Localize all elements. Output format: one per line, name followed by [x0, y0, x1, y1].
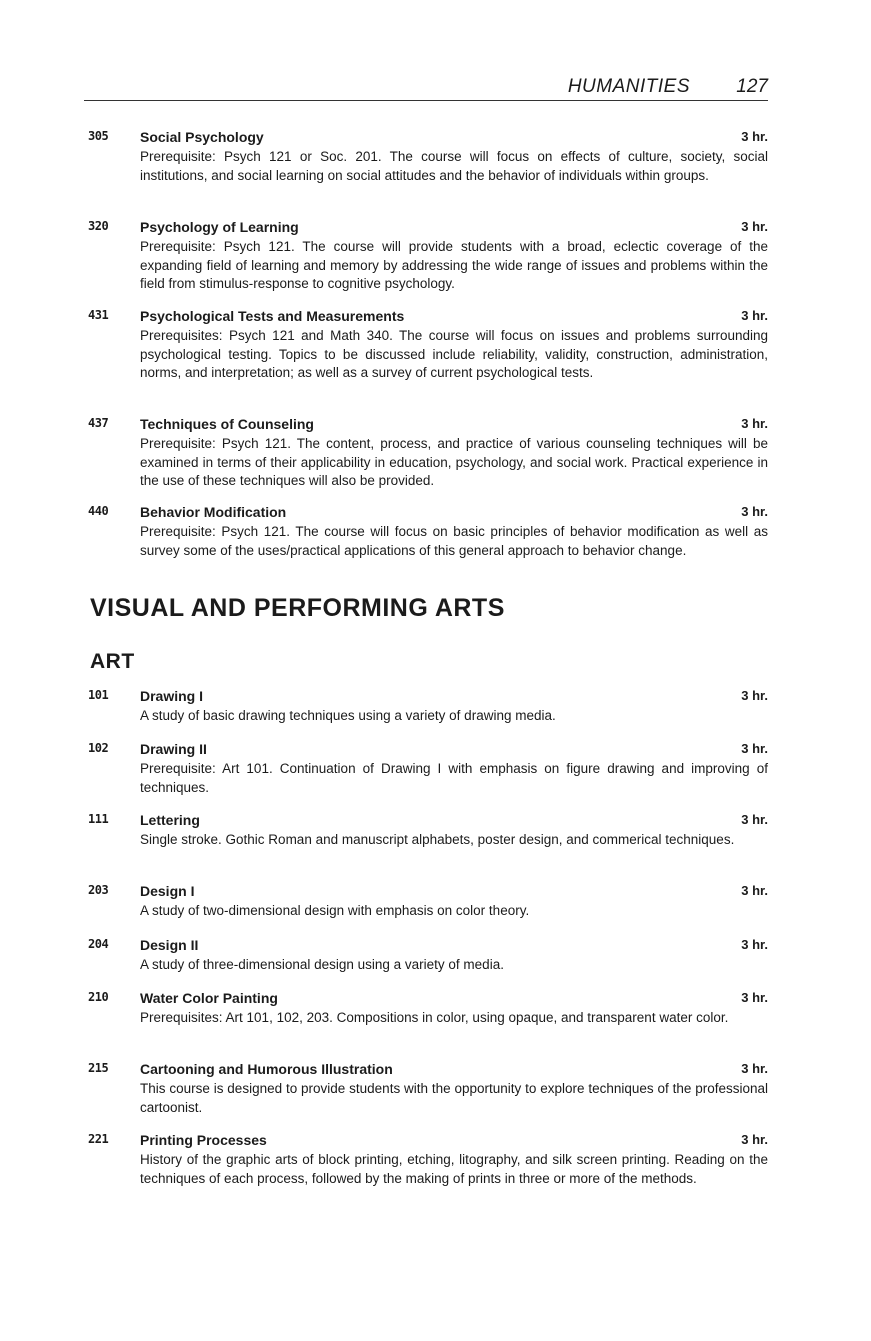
course-number: 431 — [88, 308, 109, 322]
subsection-heading: ART — [90, 650, 135, 673]
course-number: 215 — [88, 1061, 109, 1075]
course-title: Lettering — [140, 812, 200, 828]
course-description: A study of two-dimensional design with emphasis on color theory. — [140, 903, 530, 918]
course-title: Techniques of Counseling — [140, 416, 314, 432]
course-hours: 3 hr. — [741, 688, 768, 703]
course-number: 102 — [88, 741, 109, 755]
course-title: Drawing II — [140, 741, 207, 757]
course-number: 320 — [88, 219, 109, 233]
course-description: Prerequisites: Psych 121 and Math 340. The course will focus on issues and problems surrounding psychological testing. Topics to be discussed include reliability, validity, construction, administration, norms, and interpretation; as well as a survey of current psychological tests. — [140, 328, 768, 380]
course-description: Prerequisites: Art 101, 102, 203. Compositions in color, using opaque, and transparent water color. — [140, 1010, 729, 1025]
course-number: 203 — [88, 883, 109, 897]
course-description: History of the graphic arts of block printing, etching, litography, and silk screen printing. Reading on the techniques of each process, followed by the making of prints in three or more of the methods. — [140, 1152, 768, 1186]
course-description: A study of basic drawing techniques using a variety of drawing media. — [140, 708, 556, 723]
course-hours: 3 hr. — [741, 416, 768, 431]
course-title: Social Psychology — [140, 129, 264, 145]
course-title: Printing Processes — [140, 1132, 267, 1148]
course-description: Prerequisite: Psych 121. The course will provide students with a broad, eclectic coverage of the expanding field of learning and memory by addressing the wide range of issues and problems within the field from stimulus-response to cognitive psychology. — [140, 239, 768, 291]
course-hours: 3 hr. — [741, 937, 768, 952]
course-description: A study of three-dimensional design using a variety of media. — [140, 957, 504, 972]
course-hours: 3 hr. — [741, 308, 768, 323]
course-title: Water Color Painting — [140, 990, 278, 1006]
course-hours: 3 hr. — [741, 741, 768, 756]
course-description: Prerequisite: Psych 121. The content, process, and practice of various counseling techniques will be examined in terms of their applicability in education, psychology, and social work. Practical experience in the use of these techniques will also be provided. — [140, 436, 768, 488]
course-hours: 3 hr. — [741, 219, 768, 234]
course-number: 204 — [88, 937, 109, 951]
course-hours: 3 hr. — [741, 812, 768, 827]
page-number: 127 — [736, 76, 768, 97]
course-description: Prerequisite: Art 101. Continuation of Drawing I with emphasis on figure drawing and improving of techniques. — [140, 761, 768, 795]
course-number: 210 — [88, 990, 109, 1004]
course-number: 101 — [88, 688, 109, 702]
course-title: Cartooning and Humorous Illustration — [140, 1061, 393, 1077]
course-hours: 3 hr. — [741, 129, 768, 144]
course-number: 221 — [88, 1132, 109, 1146]
course-hours: 3 hr. — [741, 990, 768, 1005]
course-title: Drawing I — [140, 688, 204, 704]
course-title: Psychology of Learning — [140, 219, 299, 235]
course-title: Behavior Modification — [140, 504, 287, 520]
course-hours: 3 hr. — [741, 1132, 768, 1147]
course-description: Prerequisite: Psych 121. The course will focus on basic principles of behavior modification as well as survey some of the uses/practical applications of this general approach to behavior change. — [140, 524, 768, 558]
course-number: 437 — [88, 416, 109, 430]
running-header — [84, 72, 768, 101]
course-title: Psychological Tests and Measurements — [140, 308, 405, 324]
course-title: Design I — [140, 883, 195, 899]
course-hours: 3 hr. — [741, 883, 768, 898]
course-description: Single stroke. Gothic Roman and manuscript alphabets, poster design, and commerical techniques. — [140, 832, 735, 847]
course-number: 305 — [88, 129, 109, 143]
course-number: 111 — [88, 812, 109, 826]
course-number: 440 — [88, 504, 109, 518]
course-hours: 3 hr. — [741, 1061, 768, 1076]
section-heading: VISUAL AND PERFORMING ARTS — [90, 594, 505, 622]
course-description: This course is designed to provide students with the opportunity to explore techniques of the professional cartoonist. — [140, 1081, 768, 1115]
course-title: Design II — [140, 937, 199, 953]
running-header-section: HUMANITIES — [567, 76, 690, 97]
course-description: Prerequisite: Psych 121 or Soc. 201. The course will focus on effects of culture, society, social institutions, and social learning on social attitudes and the behavior of individuals within groups. — [140, 149, 768, 183]
course-hours: 3 hr. — [741, 504, 768, 519]
